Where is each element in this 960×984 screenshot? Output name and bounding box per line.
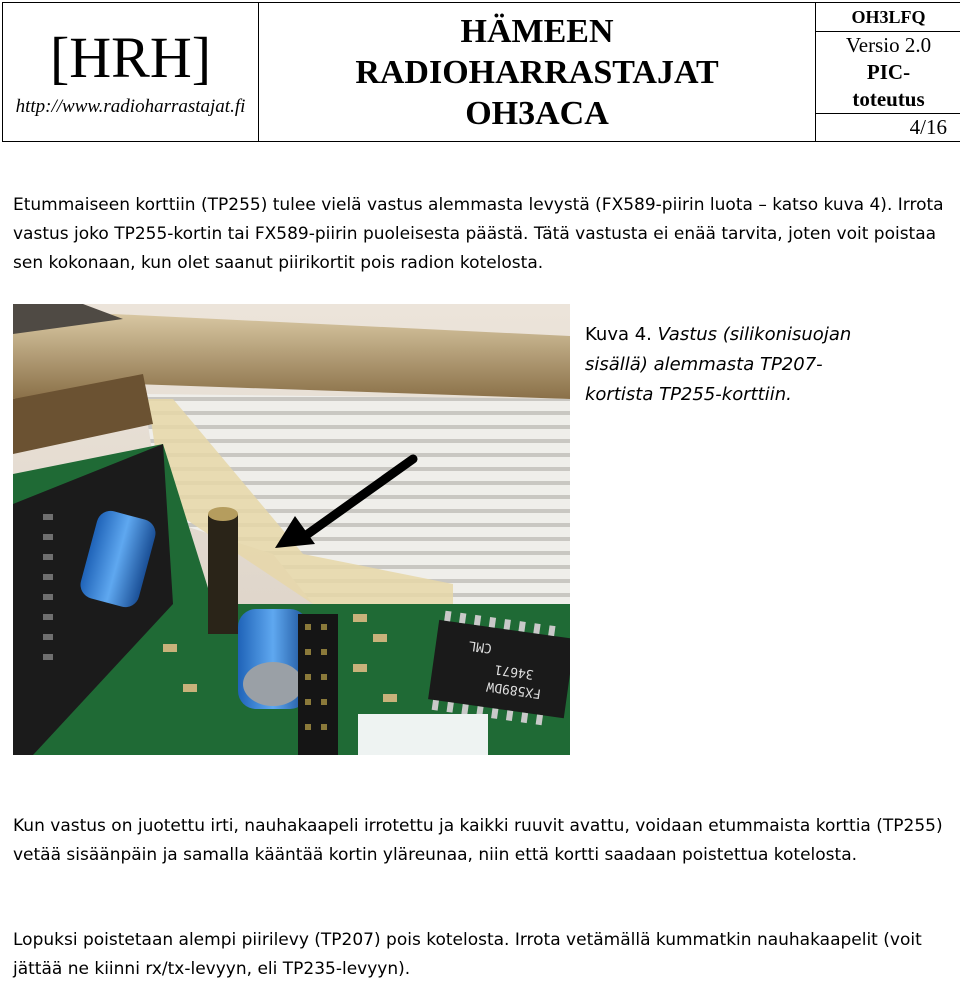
org-name-line2: RADIOHARRASTAJAT [259, 52, 815, 93]
photo-illustration [13, 304, 570, 755]
chip-marking-1: FX589DW [486, 678, 543, 701]
chip-marking-3: CML [467, 637, 493, 655]
header-table [2, 2, 960, 142]
header-logo-cell [3, 3, 259, 142]
figure-caption [585, 320, 885, 410]
doc-title-line1: PIC- [816, 59, 960, 86]
figure-caption-text: Vastus (silikonisuojan sisällä) alemmasta TP207-kortista TP255-korttiin. [585, 324, 851, 405]
body-paragraph-1: Etummaiseen korttiin (TP255) tulee vielä vastus alemmasta levystä (FX589-piirin luota – katso kuva 4). Irrota vastus joko TP255-kortin tai FX589-piirin puoleisesta päästä. Tätä vastusta ei enää tarvita, joten voit poistaa sen kokonaan, kun olet saanut piirikortit pois radion kotelosta. [13, 191, 948, 278]
version-cell [816, 32, 960, 114]
page-number: 4/16 [816, 114, 960, 142]
header-org-cell [259, 3, 816, 142]
org-name-line1: HÄMEEN [259, 11, 815, 52]
club-logo: [HRH] [3, 28, 258, 88]
body-paragraph-3: Lopuksi poistetaan alempi piirilevy (TP207) pois kotelosta. Irrota vetämällä kummatkin nauhakaapelit (voit jättää ne kiinni rx/tx-levyyn, eli TP235-levyyn). [13, 926, 948, 984]
club-url[interactable]: http://www.radioharrastajat.fi [3, 96, 258, 118]
circuit-board-photo [13, 304, 570, 755]
body-paragraph-2: Kun vastus on juotettu irti, nauhakaapeli irrotettu ja kaikki ruuvit avattu, voidaan etummaista korttia (TP255) vetää sisäänpäin ja samalla kääntää kortin yläreunaa, niin että kortti saadaan poistettua kotelosta. [13, 812, 948, 870]
author-callsign: OH3LFQ [816, 3, 960, 32]
version-label: Versio 2.0 [816, 32, 960, 59]
chip-marking-2: 34671 [494, 661, 535, 681]
figure-number: Kuva 4. [585, 324, 652, 345]
doc-title-line2: toteutus [816, 86, 960, 113]
org-callsign: OH3ACA [259, 93, 815, 134]
